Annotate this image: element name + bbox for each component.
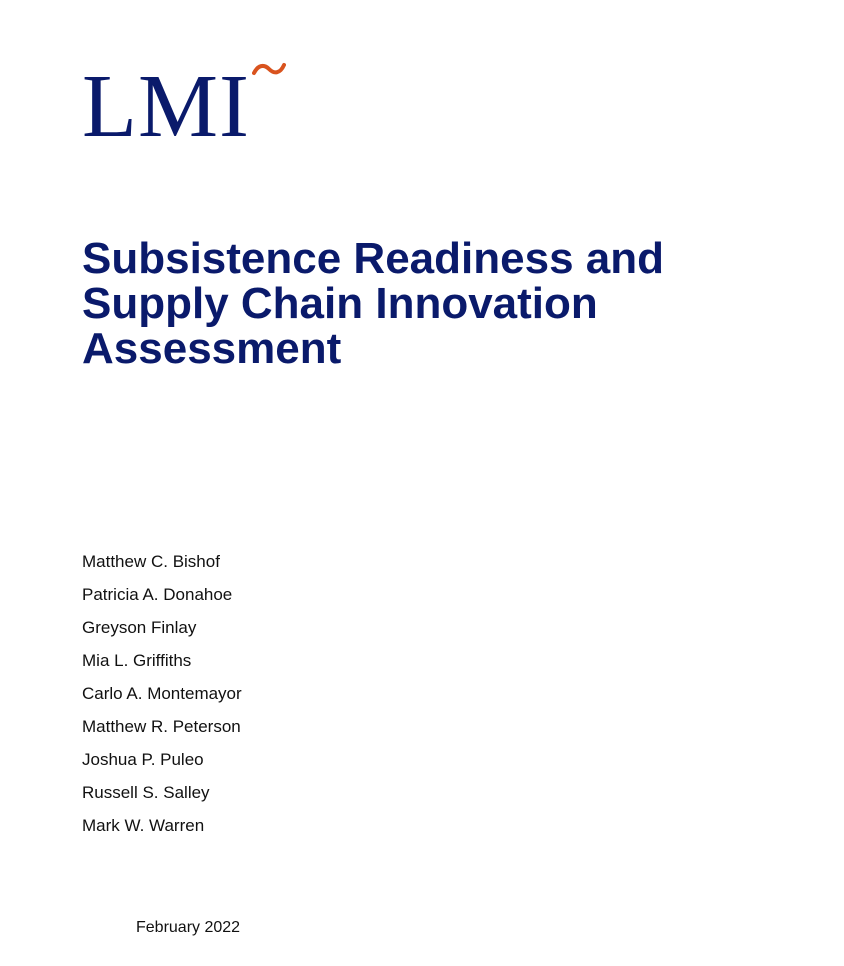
author-name: Russell S. Salley xyxy=(82,783,210,802)
author-name: Matthew C. Bishof xyxy=(82,552,220,571)
author-name: Matthew R. Peterson xyxy=(82,717,241,736)
lmi-logo xyxy=(82,57,292,156)
title-line: Supply Chain Innovation xyxy=(82,279,598,328)
author-name: Patricia A. Donahoe xyxy=(82,585,233,604)
author-name: Carlo A. Montemayor xyxy=(82,684,242,703)
title-line: Subsistence Readiness and xyxy=(82,234,664,283)
title-line: Assessment xyxy=(82,324,342,373)
publication-date: February 2022 xyxy=(136,919,241,936)
author-name: Mark W. Warren xyxy=(82,816,205,835)
author-name: Greyson Finlay xyxy=(82,618,197,637)
author-name: Joshua P. Puleo xyxy=(82,750,204,769)
tilde-accent-icon xyxy=(252,62,286,76)
logo-wordmark: LMI xyxy=(82,57,250,156)
document-title xyxy=(82,236,782,371)
author-list xyxy=(82,545,242,842)
author-name: Mia L. Griffiths xyxy=(82,651,192,670)
